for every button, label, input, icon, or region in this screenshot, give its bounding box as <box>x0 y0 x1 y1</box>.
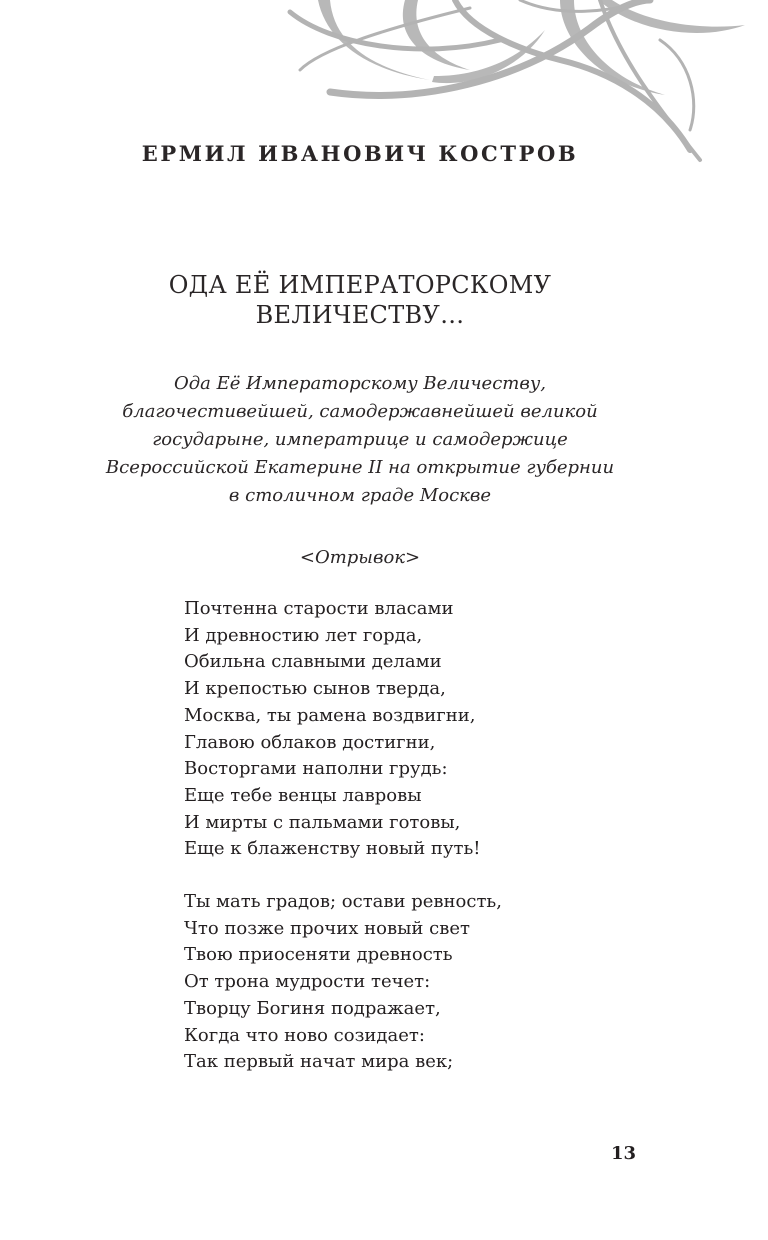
subtitle-line: государыне, императрице и самодержице <box>152 429 568 450</box>
subtitle-line: Ода Её Императорскому Величеству, <box>173 373 546 394</box>
poem-title <box>0 270 720 330</box>
verse-line: И древностию лет горда, <box>184 624 423 646</box>
decorative-flourish <box>0 0 768 200</box>
verse-line: Почтенна старости власами <box>184 598 454 619</box>
verse-line: И крепостью сынов тверда, <box>184 678 446 700</box>
verse-line: Твою приосеняти древность <box>184 944 453 966</box>
author-name: ЕРМИЛ ИВАНОВИЧ КОСТРОВ <box>141 141 579 166</box>
poem-title-line-2: ВЕЛИЧЕСТВУ… <box>255 301 465 329</box>
verse-line: Что позже прочих новый свет <box>184 917 470 939</box>
verse-line: Еще к блаженству новый путь! <box>184 838 481 860</box>
verse-line: Обильна славными делами <box>184 651 442 673</box>
verse-line: Ты мать градов; остави ревность, <box>184 891 502 912</box>
stanza-2 <box>184 889 644 1076</box>
verse-line: Так первый начат мира век; <box>184 1051 454 1073</box>
poem-title-line-1: ОДА ЕЁ ИМПЕРАТОРСКОМУ <box>168 271 552 299</box>
verse-line: Главою облаков достигни, <box>184 731 436 753</box>
fragment-label <box>0 544 720 572</box>
subtitle-line: в столичном граде Москве <box>228 485 492 506</box>
stanza-1 <box>184 596 644 863</box>
verse-line: Москва, ты рамена воздвигни, <box>184 704 476 726</box>
verse-line: Творцу Богиня подражает, <box>184 997 441 1019</box>
subtitle-line: Всероссийской Екатерине II на открытие губернии <box>105 457 615 478</box>
fragment-label-text: Отрывок <box>314 547 406 568</box>
verse-line: Еще тебе венцы лавровы <box>184 784 422 806</box>
verse-line: От трона мудрости течет: <box>184 971 431 993</box>
page-number: 13 <box>610 1143 636 1164</box>
poem-subtitle <box>60 370 660 510</box>
fragment-open-bracket: < <box>299 547 315 568</box>
verse-line: Восторгами наполни грудь: <box>184 758 448 780</box>
fragment-close-bracket: > <box>405 547 421 568</box>
verse-line: Когда что ново созидает: <box>184 1024 425 1046</box>
verse-line: И мирты с пальмами готовы, <box>184 811 461 833</box>
subtitle-line: благочестивейшей, самодержавнейшей великой <box>122 401 598 422</box>
